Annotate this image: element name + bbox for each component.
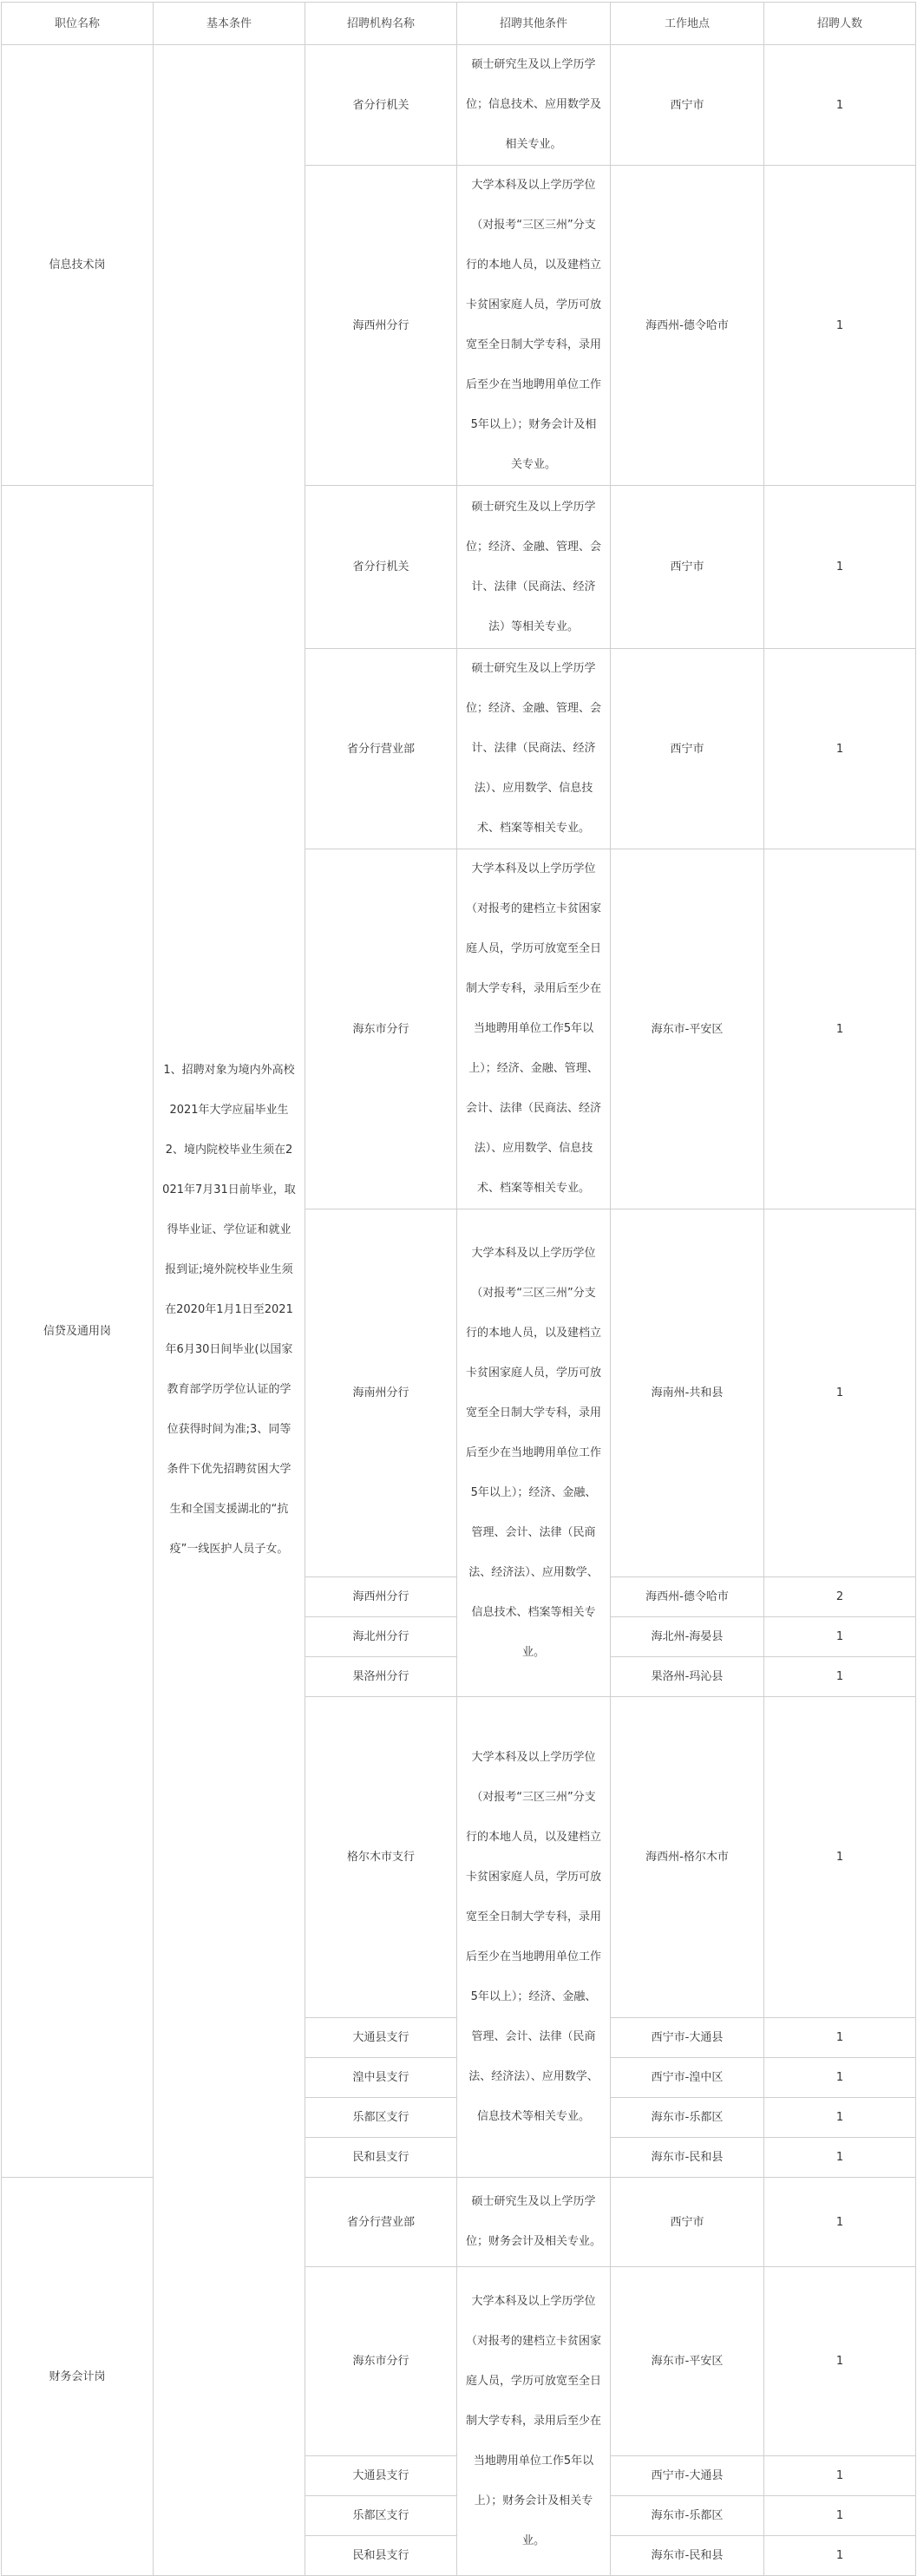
- count-cell: 1: [764, 849, 916, 1209]
- condition-cell: 大学本科及以上学历学位（对报考“三区三州”分支行的本地人员，以及建档立卡贫困家庭人员，学历可放宽至全日制大学专科，录用后至少在当地聘用单位工作5年以上）；经济、金融、管理、会计、法律（民商法、经济法）、应用数学、信息技术、档案等相关专业。: [457, 1209, 611, 1697]
- org-cell: 民和县支行: [305, 2536, 457, 2576]
- position-credit: 信贷及通用岗: [2, 486, 154, 2178]
- org-cell: 海南州分行: [305, 1209, 457, 1577]
- header-location: 工作地点: [611, 3, 764, 45]
- count-cell: 1: [764, 2536, 916, 2576]
- location-cell: 西宁市: [611, 45, 764, 166]
- count-cell: 1: [764, 2058, 916, 2098]
- org-cell: 海北州分行: [305, 1617, 457, 1657]
- count-cell: 2: [764, 1577, 916, 1617]
- count-cell: 1: [764, 1657, 916, 1697]
- location-cell: 海北州-海晏县: [611, 1617, 764, 1657]
- count-cell: 1: [764, 1617, 916, 1657]
- count-cell: 1: [764, 45, 916, 166]
- condition-cell: 大学本科及以上学历学位（对报考的建档立卡贫困家庭人员，学历可放宽至全日制大学专科，录用后至少在当地聘用单位工作5年以上）；经济、金融、管理、会计、法律（民商法、经济法）、应用数学、信息技术、档案等相关专业。: [457, 849, 611, 1209]
- org-cell: 格尔木市支行: [305, 1697, 457, 2018]
- condition-cell: 大学本科及以上学历学位（对报考的建档立卡贫困家庭人员，学历可放宽至全日制大学专科，录用后至少在当地聘用单位工作5年以上）；财务会计及相关专业。: [457, 2267, 611, 2576]
- location-cell: 海东市-民和县: [611, 2536, 764, 2576]
- location-cell: 海东市-平安区: [611, 2267, 764, 2456]
- org-cell: 省分行营业部: [305, 649, 457, 849]
- count-cell: 1: [764, 2267, 916, 2456]
- location-cell: 西宁市-大通县: [611, 2456, 764, 2496]
- count-cell: 1: [764, 2496, 916, 2536]
- org-cell: 省分行营业部: [305, 2178, 457, 2267]
- org-cell: 果洛州分行: [305, 1657, 457, 1697]
- count-cell: 1: [764, 2456, 916, 2496]
- location-cell: 海南州-共和县: [611, 1209, 764, 1577]
- location-cell: 海东市-民和县: [611, 2138, 764, 2178]
- org-cell: 乐都区支行: [305, 2098, 457, 2138]
- org-cell: 省分行机关: [305, 486, 457, 649]
- condition-cell: 硕士研究生及以上学历学位；信息技术、应用数学及相关专业。: [457, 45, 611, 166]
- count-cell: 1: [764, 1697, 916, 2018]
- location-cell: 西宁市: [611, 649, 764, 849]
- count-cell: 1: [764, 2138, 916, 2178]
- org-cell: 乐都区支行: [305, 2496, 457, 2536]
- header-other-condition: 招聘其他条件: [457, 3, 611, 45]
- header-position: 职位名称: [2, 3, 154, 45]
- org-cell: 海东市分行: [305, 849, 457, 1209]
- condition-cell: 硕士研究生及以上学历学位；财务会计及相关专业。: [457, 2178, 611, 2267]
- header-count: 招聘人数: [764, 3, 916, 45]
- count-cell: 1: [764, 2098, 916, 2138]
- location-cell: 果洛州-玛沁县: [611, 1657, 764, 1697]
- header-basic-condition: 基本条件: [154, 3, 305, 45]
- location-cell: 海西州-德令哈市: [611, 1577, 764, 1617]
- org-cell: 大通县支行: [305, 2018, 457, 2058]
- org-cell: 民和县支行: [305, 2138, 457, 2178]
- org-cell: 大通县支行: [305, 2456, 457, 2496]
- org-cell: 湟中县支行: [305, 2058, 457, 2098]
- location-cell: 西宁市-湟中区: [611, 2058, 764, 2098]
- count-cell: 1: [764, 2018, 916, 2058]
- position-finance: 财务会计岗: [2, 2178, 154, 2576]
- org-cell: 海西州分行: [305, 166, 457, 486]
- location-cell: 西宁市-大通县: [611, 2018, 764, 2058]
- location-cell: 西宁市: [611, 486, 764, 649]
- location-cell: 海东市-乐都区: [611, 2496, 764, 2536]
- condition-cell: 大学本科及以上学历学位（对报考“三区三州”分支行的本地人员，以及建档立卡贫困家庭人员，学历可放宽至全日制大学专科，录用后至少在当地聘用单位工作5年以上）；财务会计及相关专业。: [457, 166, 611, 486]
- count-cell: 1: [764, 2178, 916, 2267]
- condition-cell: 大学本科及以上学历学位（对报考“三区三州”分支行的本地人员，以及建档立卡贫困家庭人员，学历可放宽至全日制大学专科，录用后至少在当地聘用单位工作5年以上）；经济、金融、管理、会计、法律（民商法、经济法）、应用数学、信息技术等相关专业。: [457, 1697, 611, 2178]
- header-row: [2, 3, 916, 45]
- header-org: 招聘机构名称: [305, 3, 457, 45]
- org-cell: 海西州分行: [305, 1577, 457, 1617]
- location-cell: 海东市-平安区: [611, 849, 764, 1209]
- count-cell: 1: [764, 649, 916, 849]
- location-cell: 海东市-乐都区: [611, 2098, 764, 2138]
- location-cell: 西宁市: [611, 2178, 764, 2267]
- position-it: 信息技术岗: [2, 45, 154, 486]
- count-cell: 1: [764, 486, 916, 649]
- org-cell: 海东市分行: [305, 2267, 457, 2456]
- count-cell: 1: [764, 166, 916, 486]
- table-row: [2, 486, 916, 649]
- table-row: [2, 45, 916, 166]
- location-cell: 海西州-德令哈市: [611, 166, 764, 486]
- table-row: [2, 2178, 916, 2267]
- condition-cell: 硕士研究生及以上学历学位；经济、金融、管理、会计、法律（民商法、经济法）等相关专业。: [457, 486, 611, 649]
- count-cell: 1: [764, 1209, 916, 1577]
- condition-cell: 硕士研究生及以上学历学位；经济、金融、管理、会计、法律（民商法、经济法）、应用数学、信息技术、档案等相关专业。: [457, 649, 611, 849]
- org-cell: 省分行机关: [305, 45, 457, 166]
- location-cell: 海西州-格尔木市: [611, 1697, 764, 2018]
- basic-condition: 1、招聘对象为境内外高校2021年大学应届毕业生 2、境内院校毕业生须在2021年7月31日前毕业，取得毕业证、学位证和就业报到证;境外院校毕业生须在2020年1月1日至2021年6月30日间毕业(以国家教育部学历学位认证的学位获得时间为准;3、同等条件下优先招聘贫困大学生和全国支援湖北的“抗疫”一线医护人员子女。: [154, 45, 305, 2576]
- recruitment-table: [1, 2, 916, 2576]
